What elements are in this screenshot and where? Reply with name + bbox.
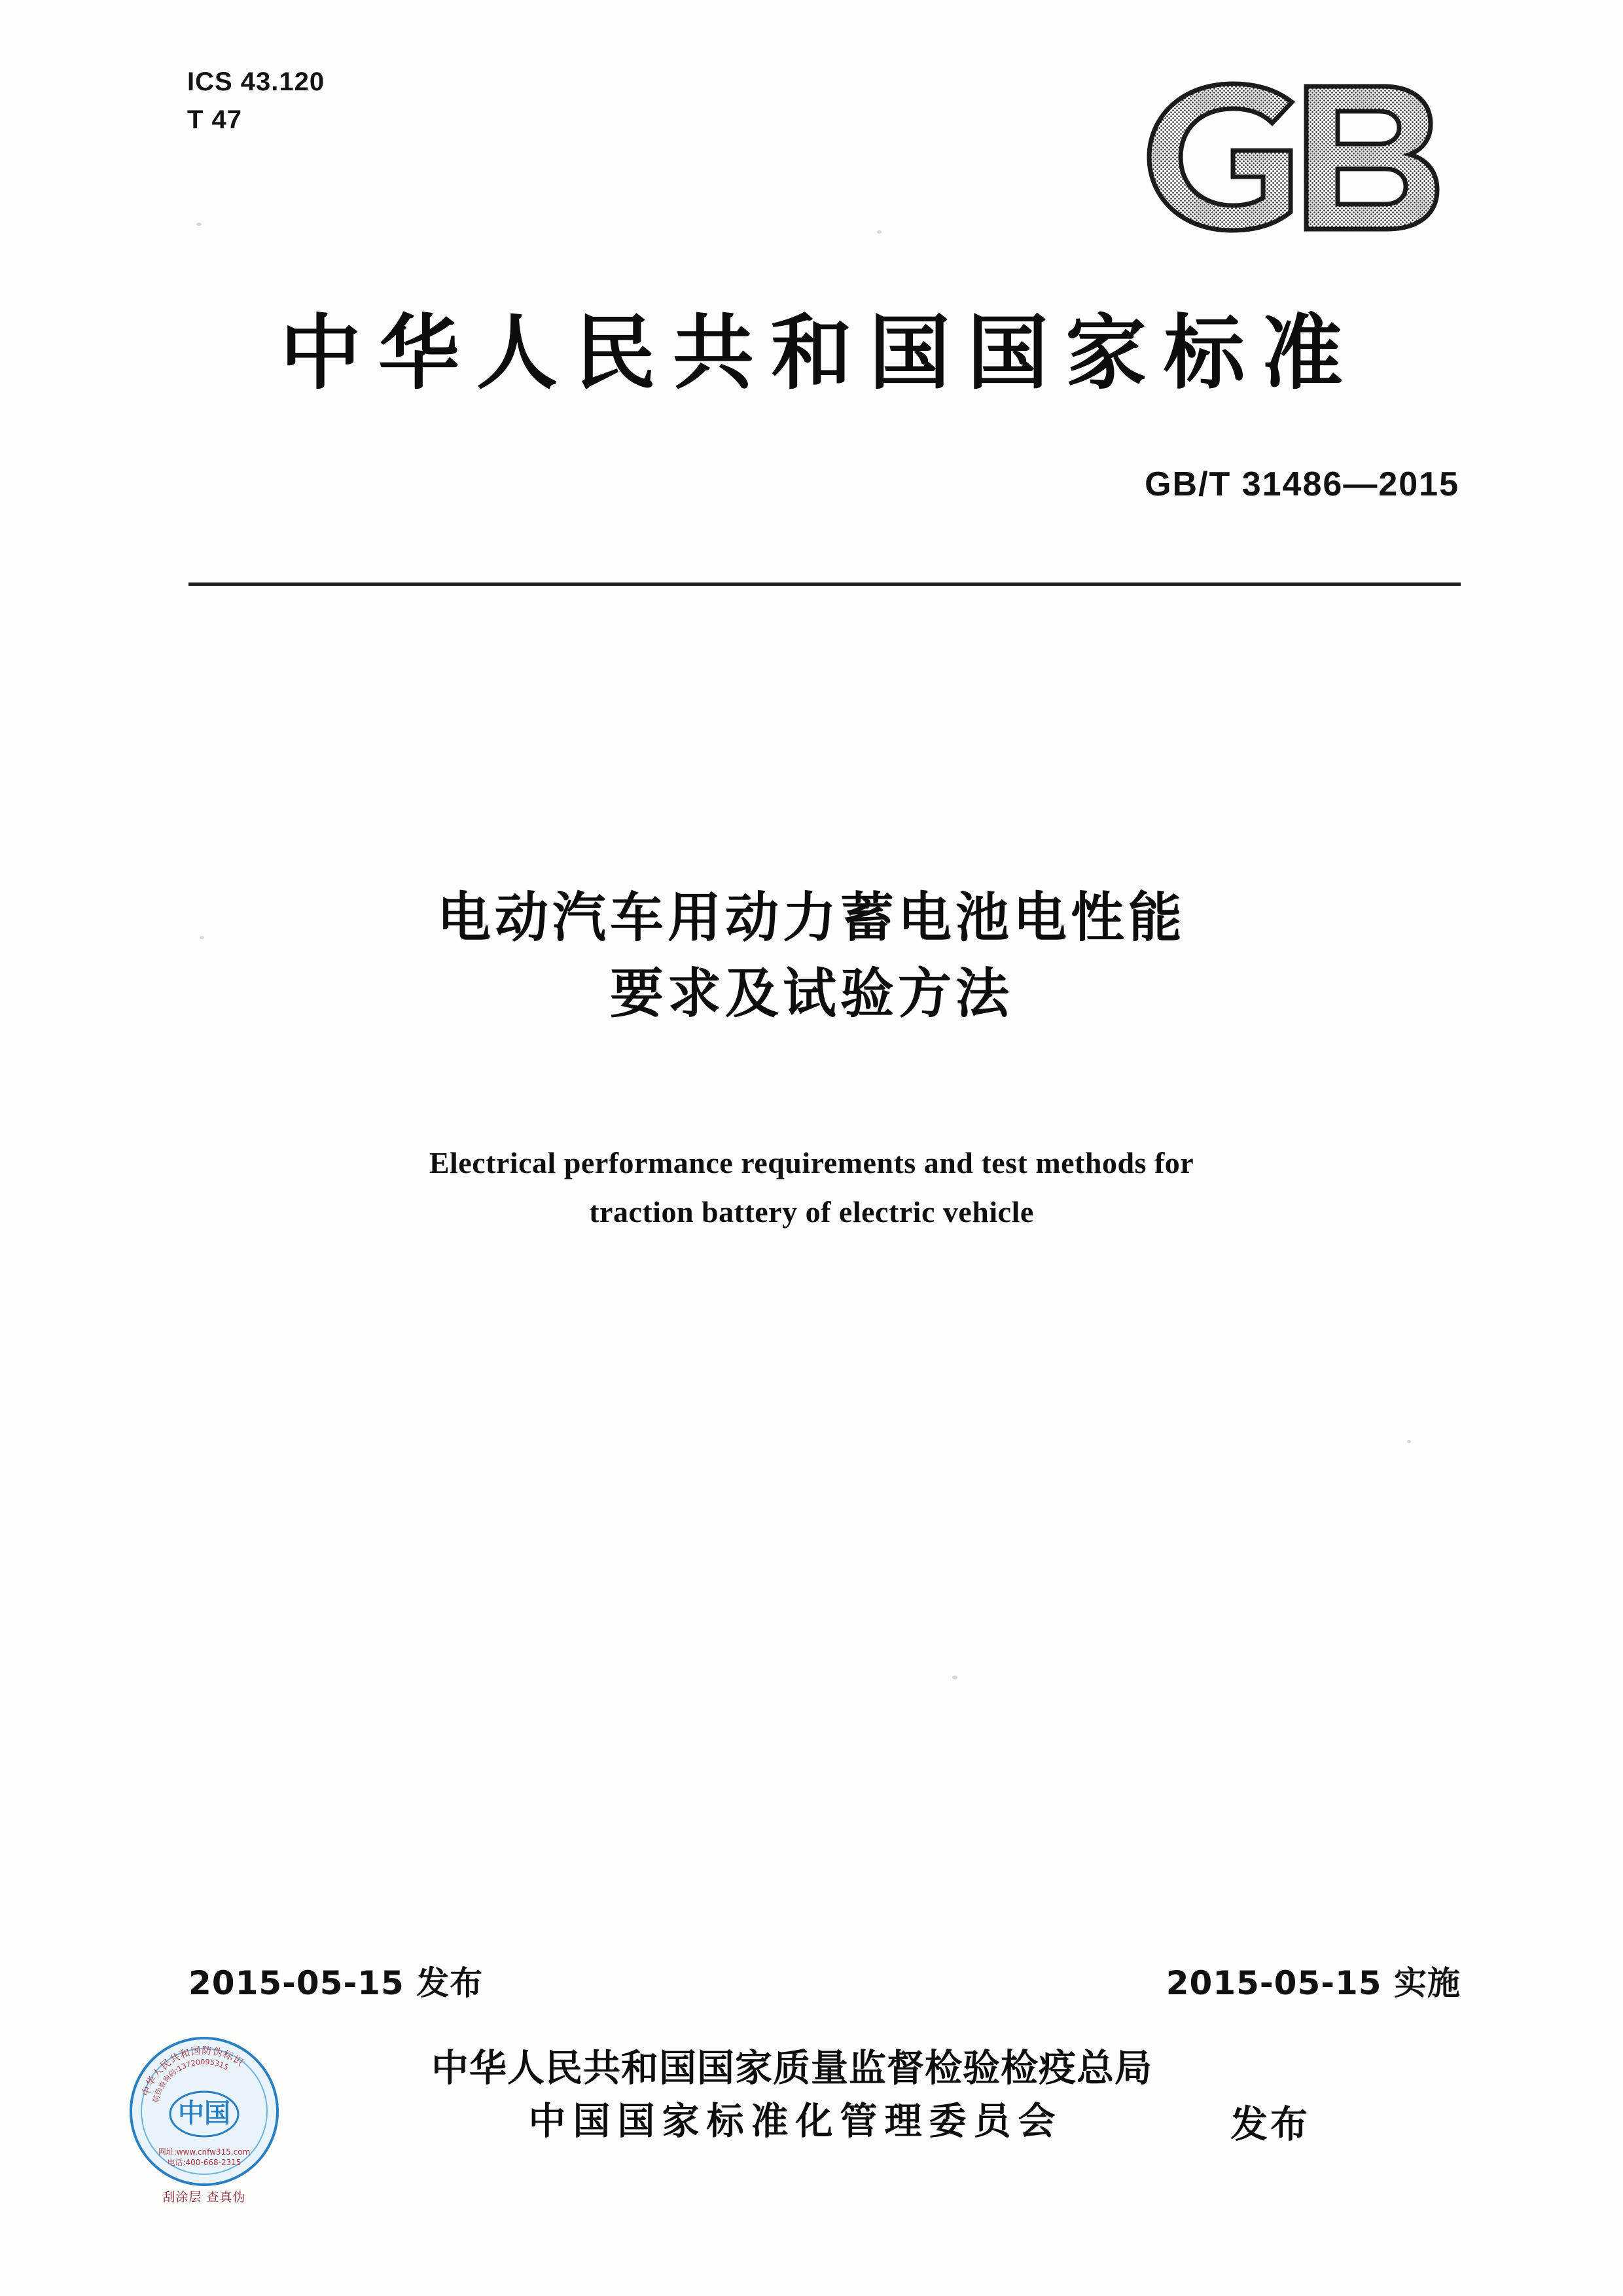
svg-text:电话:400-668-2315: 电话:400-668-2315 [167,2158,241,2167]
anti-counterfeit-seal-icon [128,2036,280,2187]
ics-code: ICS 43.120 [187,67,325,96]
document-title-cn [0,880,1623,1033]
issue-date: 2015-05-15 发布 [188,1964,484,2002]
document-title-en-line2: traction battery of electric vehicle [589,1194,1034,1229]
document-title-cn-line1: 电动汽车用动力蓄电池电性能 [437,887,1186,949]
header-divider [188,583,1461,586]
document-title-en-line1: Electrical performance requirements and test methods for [429,1146,1194,1179]
gb-emblem-icon [1135,72,1462,242]
seal-caption: 刮涂层 查真伪 [162,2190,246,2204]
scan-speck [196,223,202,226]
ics-block [187,63,325,139]
svg-text:网址:www.cnfw315.com: 网址:www.cnfw315.com [158,2147,251,2157]
svg-text:中国: 中国 [178,2098,230,2128]
issuer-line-1: 中华人民共和国国家质量监督检验检疫总局 [431,2047,1152,2090]
classification-code: T 47 [187,105,243,134]
scan-speck [200,936,204,939]
issuer-block [366,2042,1217,2148]
scan-speck [952,1676,957,1679]
date-row [188,1957,1461,2004]
publish-label: 发布 [1230,2103,1310,2146]
standard-number: GB/T 31486—2015 [1145,465,1459,503]
implement-date: 2015-05-15 实施 [1166,1964,1461,2002]
svg-text:中华人民共和国防伪标识: 中华人民共和国防伪标识 [139,2044,246,2098]
scan-speck [1407,1440,1411,1443]
national-standard-heading: 中华人民共和国国家标准 [279,306,1360,401]
issuer-line-2: 中国国家标准化管理委员会 [528,2099,1063,2143]
svg-text:防伪查询码:13720095315: 防伪查询码:13720095315 [151,2057,230,2104]
document-title-cn-line2: 要求及试验方法 [609,963,1013,1026]
scan-speck [877,230,882,234]
document-title-en [0,1139,1623,1236]
